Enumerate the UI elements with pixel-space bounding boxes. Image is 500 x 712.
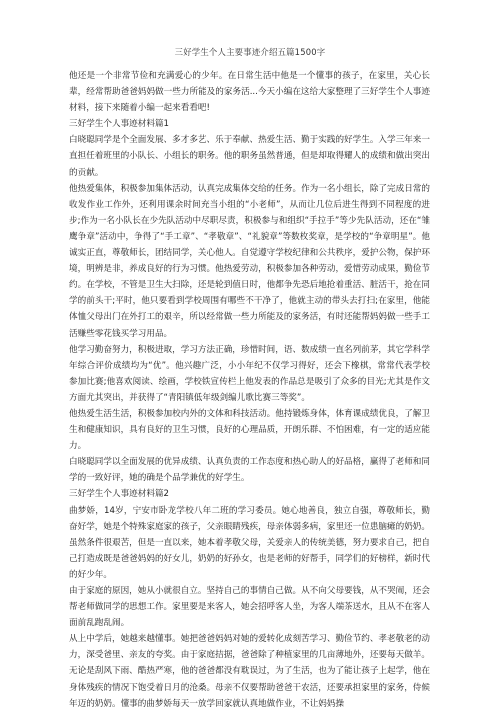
body-paragraph: 曲梦娇，14岁，宁安市卧龙学校八年二班的学习委员。她心地善良，独立自强，尊敬师长，勤奋好学，她是个特殊家庭家的孩子，父亲眼睛残疾，母亲体弱多病，家里还一位患脑瘫的奶奶。虽然条件很艰苦，但是一直以来，她本着孝敬父母，关爱亲人的传统美德，努力要求自己，把自己打造成既是爸爸妈妈的好女儿，奶奶的好孙女，也是老师的好帮手，同学们的好榜样，新时代的好少年。 — [69, 505, 430, 580]
body-paragraph: 他热爱集体，积极参加集体活动，认真完成集体交给的任务。作为一名小组长，除了完成日常的收发作业工作外，还利用课余时间充当小组的“小老师”，从而让几位后进生得到不同程度的进步;作为一名小队长在少先队活动中尽职尽责，积极参与和组织“手拉手”等少先队活动，还在“雏鹰争章”活动中，争得了“手工章”、“孝敬章”、“礼貌章”等数枚奖章，是学校的“争章明星”。他诚实正直，尊敬师长，团结同学，关心他人。自觉遵守学校纪律和公共秩序，爱护公物，保护环境，明辨是非，养成良好的行为习惯。他热爱劳动，积极参加各种劳动，爱惜劳动成果，勤俭节约。在学校，不管是卫生大扫除，还是轮到值日时，他都争先恐后地抢着重活、脏活干，抢在同学的前头干;平时，他只要看到学校周围有哪些不干净了，他就主动的带头去打扫;在家里，他能体恤父母出门在外打工的艰辛，所以经常做一些力所能及的家务活，有时还能帮妈妈做一些手工活赚些零花钱买学习用品。 — [69, 183, 430, 339]
section-heading-1: 三好学生个人事迹材料篇1 — [69, 119, 169, 130]
body-paragraph: 从上中学后，她越来越懂事。她把爸爸妈妈对她的爱转化成刻苦学习、勤俭节约、孝老敬老的动力，深受爸里、亲友的夸奖。由于家庭拮据，爸爸除了种植家里的几亩薄地外，还要每天做羊。无论是刮风下雨、酷热严寒，他的爸爸都没有耽误过，为了生活，也为了能让孩子上起学，他在身体残疾的情况下饱受着日月的沧桑。母亲不仅要帮助爸爸干农活，还要承担家里的家务，侍候年迈的奶奶。懂事的曲梦娇每天一放学回家就认真地做作业，不让妈妈操 — [69, 634, 430, 709]
body-paragraph: 由于家庭的原因，她从小就很自立。坚持自己的事情自己做。从不向父母要钱，从不哭闹，还会帮老师做同学的思想工作。家里要是来客人，她会招呼客人坐，为客人端茶送水，且从不在客人面前乱跑乱闹。 — [69, 586, 430, 629]
document-title: 三好学生个人主要事迹介绍五篇1500字 — [174, 47, 326, 57]
body-paragraph: 白晓聪同学是个全面发展、多才多艺、乐于奉献、热爱生活、勤于实践的好学生。入学三年来一直担任着班里的小队长、小组长的职务。他的职务虽然普通，但是却取得耀人的成绩和做出突出的贡献。 — [69, 135, 430, 178]
document-body — [69, 68, 430, 712]
intro-paragraph: 他还是一个非常节俭和充满爱心的少年。在日常生活中他是一个懂事的孩子，在家里，关心长辈，经常帮助爸爸妈妈做一些力所能及的家务活...今天小编在这给大家整理了三好学生个人事迹材料，接下来随着小编一起来看看吧! — [69, 71, 430, 114]
body-paragraph: 他学习勤奋努力，积极进取，学习方法正确，珍惜时间，语、数成绩一直名列前茅，其它学科学年综合评价成绩均为“优”。他兴趣广泛，小小年纪不仅学习得好，还会下橡棋，常常代表学校参加比赛;他喜欢阅读、绘画，学校铁宣传栏上他发表的作品总是吸引了众多的目光;尤其是作文方面尤其突出，并获得了“青阳镇低年级剑编儿歌比赛三等奖”。 — [69, 344, 430, 403]
body-paragraph: 白晓聪同学以全面发展的优异成绩、认真负责的工作态度和热心助人的好品格，赢得了老师和同学的一致好评，她的确是个品学兼优的好学生。 — [69, 457, 430, 484]
body-paragraph: 他热爱生活生活，积极参加校内外的文体和科技活动。他持锻炼身体，体育课成绩优良，了解卫生和健康知识，具有良好的卫生习惯，良好的心理品质，开朗乐群、不怕困难，有一定的适应能力。 — [69, 408, 430, 452]
section-heading-2: 三好学生个人事迹材料篇2 — [69, 489, 169, 500]
